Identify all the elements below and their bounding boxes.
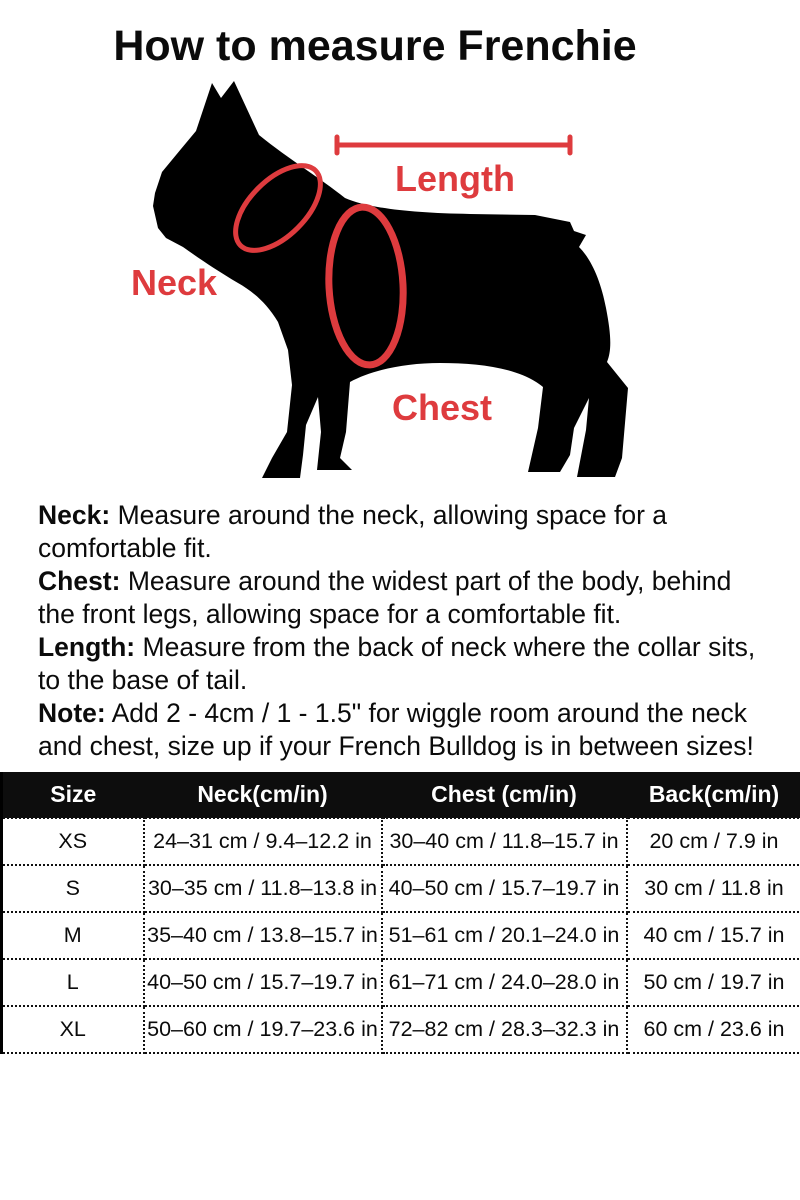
instruction-length-label: Length: xyxy=(38,632,136,662)
page-title: How to measure Frenchie xyxy=(113,22,637,70)
cell-neck: 50–60 cm / 19.7–23.6 in xyxy=(144,1006,382,1053)
cell-back: 30 cm / 11.8 in xyxy=(627,865,800,912)
cell-chest: 40–50 cm / 15.7–19.7 in xyxy=(382,865,627,912)
header-chest: Chest (cm/in) xyxy=(382,772,627,818)
length-measure-line xyxy=(337,137,570,153)
table-row-s xyxy=(2,865,800,912)
cell-chest: 61–71 cm / 24.0–28.0 in xyxy=(382,959,627,1006)
length-label: Length xyxy=(395,158,515,199)
cell-neck: 30–35 cm / 11.8–13.8 in xyxy=(144,865,382,912)
cell-chest: 72–82 cm / 28.3–32.3 in xyxy=(382,1006,627,1053)
cell-back: 20 cm / 7.9 in xyxy=(627,818,800,865)
cell-size: XL xyxy=(2,1006,144,1053)
cell-size: L xyxy=(2,959,144,1006)
size-chart-header xyxy=(2,772,800,818)
measuring-instructions xyxy=(38,499,768,763)
instruction-neck-label: Neck: xyxy=(38,500,111,530)
header-size: Size xyxy=(2,772,144,818)
header-neck: Neck(cm/in) xyxy=(144,772,382,818)
table-row-xs xyxy=(2,818,800,865)
table-row-xl xyxy=(2,1006,800,1053)
cell-neck: 24–31 cm / 9.4–12.2 in xyxy=(144,818,382,865)
header-back: Back(cm/in) xyxy=(627,772,800,818)
instruction-neck xyxy=(38,499,768,565)
size-chart-table xyxy=(0,772,800,1054)
table-row-l xyxy=(2,959,800,1006)
cell-size: XS xyxy=(2,818,144,865)
instruction-chest-text: Measure around the widest part of the body, behind the front legs, allowing space for a comfortable fit. xyxy=(38,566,732,629)
instruction-note-label: Note: xyxy=(38,698,106,728)
table-row-m xyxy=(2,912,800,959)
instruction-chest-label: Chest: xyxy=(38,566,121,596)
instruction-length-text: Measure from the back of neck where the collar sits, to the base of tail. xyxy=(38,632,756,695)
cell-size: S xyxy=(2,865,144,912)
instruction-length xyxy=(38,631,768,697)
cell-back: 40 cm / 15.7 in xyxy=(627,912,800,959)
cell-chest: 51–61 cm / 20.1–24.0 in xyxy=(382,912,627,959)
instruction-note-text: Add 2 - 4cm / 1 - 1.5" for wiggle room around the neck and chest, size up if your French Bulldog is in between sizes! xyxy=(38,698,754,761)
cell-neck: 35–40 cm / 13.8–15.7 in xyxy=(144,912,382,959)
instruction-neck-text: Measure around the neck, allowing space for a comfortable fit. xyxy=(38,500,668,563)
cell-back: 60 cm / 23.6 in xyxy=(627,1006,800,1053)
cell-chest: 30–40 cm / 11.8–15.7 in xyxy=(382,818,627,865)
cell-back: 50 cm / 19.7 in xyxy=(627,959,800,1006)
instruction-note xyxy=(38,697,768,763)
neck-label: Neck xyxy=(130,262,218,303)
instruction-chest xyxy=(38,565,768,631)
measurement-diagram xyxy=(0,0,800,500)
chest-label: Chest xyxy=(391,387,493,428)
frenchie-silhouette xyxy=(153,81,628,478)
cell-size: M xyxy=(2,912,144,959)
cell-neck: 40–50 cm / 15.7–19.7 in xyxy=(144,959,382,1006)
